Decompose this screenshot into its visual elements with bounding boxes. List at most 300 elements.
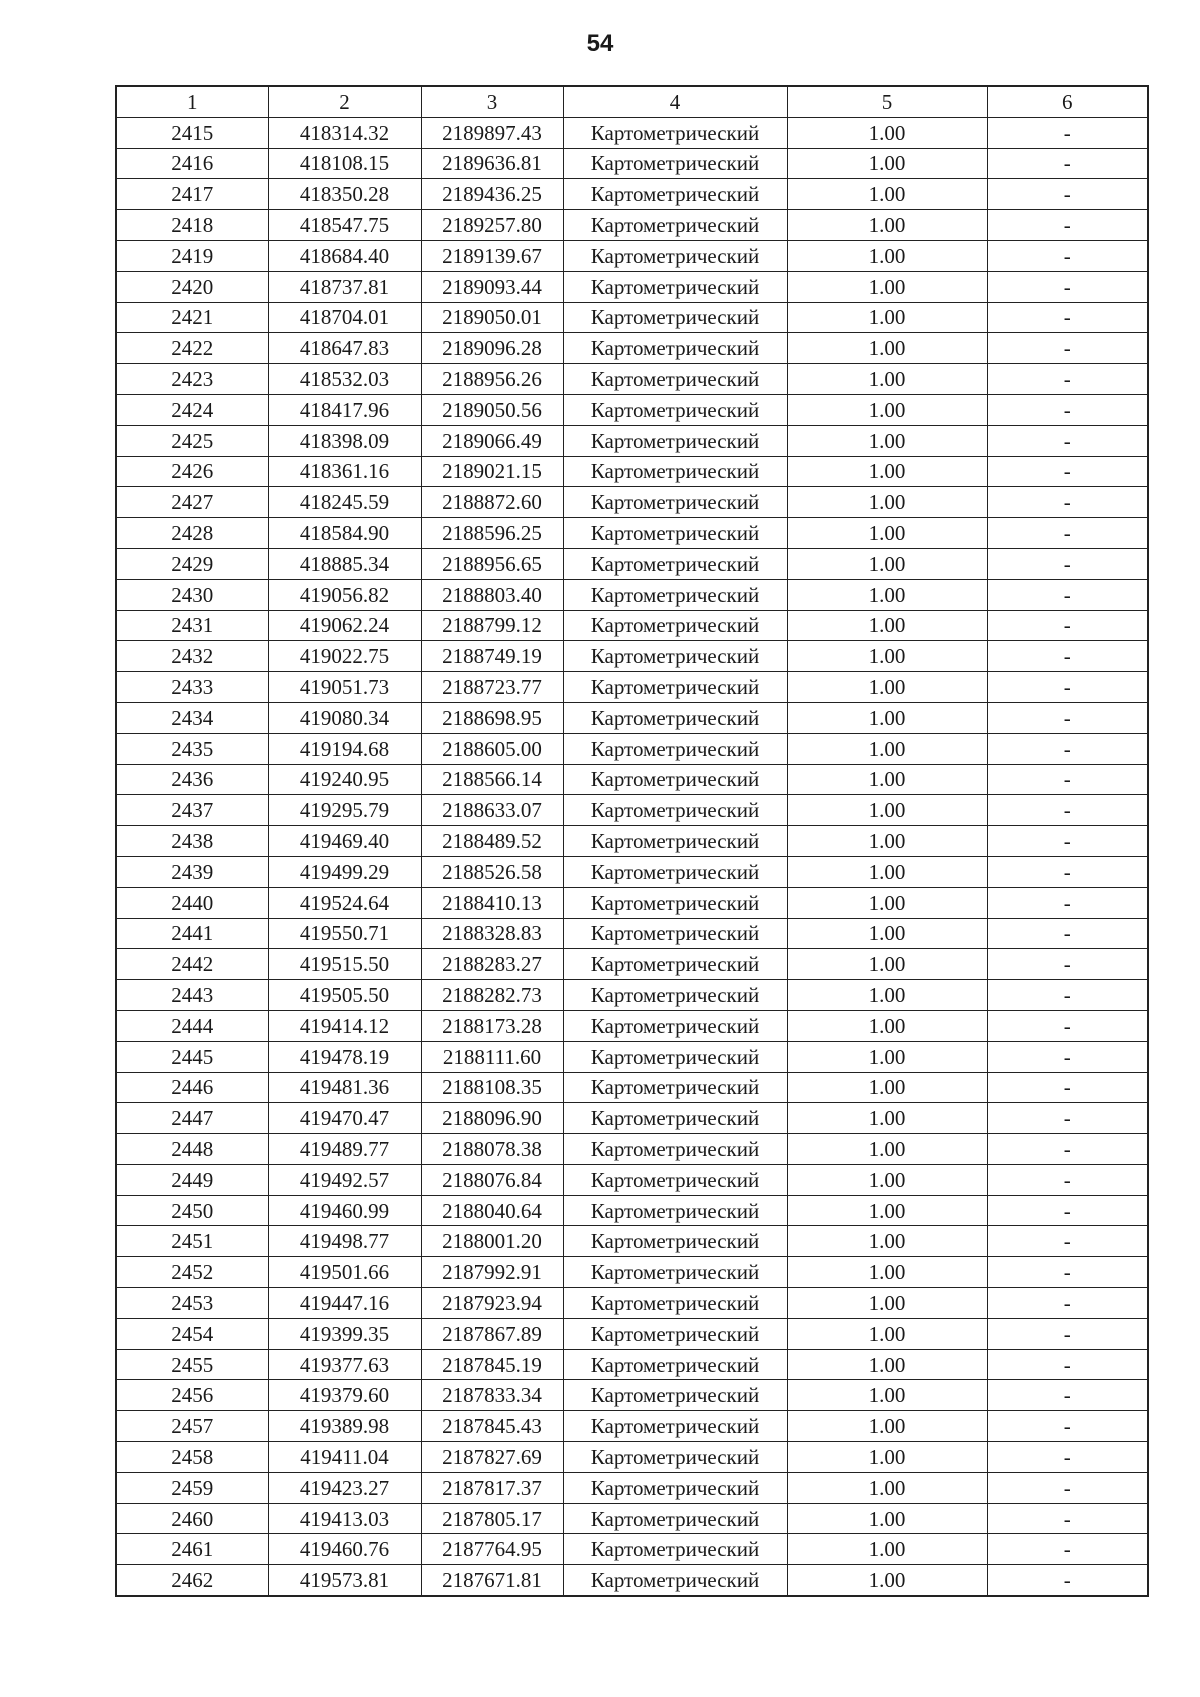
x-coordinate-cell: 418350.28 [268, 179, 421, 210]
note-cell: - [987, 333, 1148, 364]
header-col-6: 6 [987, 86, 1148, 117]
accuracy-cell: 1.00 [787, 1041, 987, 1072]
point-number-cell: 2418 [116, 210, 268, 241]
accuracy-cell: 1.00 [787, 1010, 987, 1041]
method-cell: Картометрический [563, 1411, 787, 1442]
accuracy-cell: 1.00 [787, 610, 987, 641]
table-row [116, 456, 1148, 487]
note-cell: - [987, 887, 1148, 918]
y-coordinate-cell: 2188872.60 [421, 487, 563, 518]
x-coordinate-cell: 419460.76 [268, 1534, 421, 1565]
table-row [116, 764, 1148, 795]
note-cell: - [987, 240, 1148, 271]
table-row [116, 1164, 1148, 1195]
table-row [116, 672, 1148, 703]
table-row [116, 518, 1148, 549]
note-cell: - [987, 487, 1148, 518]
method-cell: Картометрический [563, 795, 787, 826]
note-cell: - [987, 518, 1148, 549]
note-cell: - [987, 1041, 1148, 1072]
accuracy-cell: 1.00 [787, 826, 987, 857]
point-number-cell: 2452 [116, 1257, 268, 1288]
method-cell: Картометрический [563, 148, 787, 179]
y-coordinate-cell: 2189050.56 [421, 394, 563, 425]
x-coordinate-cell: 419481.36 [268, 1072, 421, 1103]
x-coordinate-cell: 419550.71 [268, 918, 421, 949]
table-row [116, 271, 1148, 302]
y-coordinate-cell: 2188282.73 [421, 980, 563, 1011]
y-coordinate-cell: 2188108.35 [421, 1072, 563, 1103]
point-number-cell: 2445 [116, 1041, 268, 1072]
table-row [116, 856, 1148, 887]
y-coordinate-cell: 2188605.00 [421, 733, 563, 764]
note-cell: - [987, 1565, 1148, 1596]
method-cell: Картометрический [563, 1534, 787, 1565]
note-cell: - [987, 271, 1148, 302]
accuracy-cell: 1.00 [787, 394, 987, 425]
point-number-cell: 2438 [116, 826, 268, 857]
table-row [116, 795, 1148, 826]
y-coordinate-cell: 2188489.52 [421, 826, 563, 857]
accuracy-cell: 1.00 [787, 1411, 987, 1442]
method-cell: Картометрический [563, 887, 787, 918]
accuracy-cell: 1.00 [787, 1349, 987, 1380]
note-cell: - [987, 210, 1148, 241]
accuracy-cell: 1.00 [787, 456, 987, 487]
y-coordinate-cell: 2187833.34 [421, 1380, 563, 1411]
note-cell: - [987, 1318, 1148, 1349]
x-coordinate-cell: 418532.03 [268, 364, 421, 395]
x-coordinate-cell: 419379.60 [268, 1380, 421, 1411]
table-row [116, 733, 1148, 764]
note-cell: - [987, 1164, 1148, 1195]
method-cell: Картометрический [563, 1257, 787, 1288]
accuracy-cell: 1.00 [787, 148, 987, 179]
y-coordinate-cell: 2188328.83 [421, 918, 563, 949]
x-coordinate-cell: 419022.75 [268, 641, 421, 672]
coordinates-table [115, 85, 1149, 1597]
point-number-cell: 2425 [116, 425, 268, 456]
x-coordinate-cell: 419056.82 [268, 579, 421, 610]
method-cell: Картометрический [563, 518, 787, 549]
method-cell: Картометрический [563, 364, 787, 395]
method-cell: Картометрический [563, 1349, 787, 1380]
x-coordinate-cell: 419492.57 [268, 1164, 421, 1195]
y-coordinate-cell: 2188040.64 [421, 1195, 563, 1226]
method-cell: Картометрический [563, 764, 787, 795]
point-number-cell: 2415 [116, 117, 268, 148]
method-cell: Картометрический [563, 394, 787, 425]
method-cell: Картометрический [563, 733, 787, 764]
note-cell: - [987, 610, 1148, 641]
accuracy-cell: 1.00 [787, 179, 987, 210]
accuracy-cell: 1.00 [787, 1318, 987, 1349]
note-cell: - [987, 641, 1148, 672]
note-cell: - [987, 949, 1148, 980]
method-cell: Картометрический [563, 702, 787, 733]
accuracy-cell: 1.00 [787, 364, 987, 395]
method-cell: Картометрический [563, 456, 787, 487]
accuracy-cell: 1.00 [787, 1534, 987, 1565]
point-number-cell: 2427 [116, 487, 268, 518]
y-coordinate-cell: 2188956.26 [421, 364, 563, 395]
table-row [116, 394, 1148, 425]
point-number-cell: 2456 [116, 1380, 268, 1411]
y-coordinate-cell: 2187764.95 [421, 1534, 563, 1565]
method-cell: Картометрический [563, 333, 787, 364]
point-number-cell: 2436 [116, 764, 268, 795]
x-coordinate-cell: 419498.77 [268, 1226, 421, 1257]
point-number-cell: 2444 [116, 1010, 268, 1041]
table-row [116, 826, 1148, 857]
table-row [116, 1257, 1148, 1288]
table-row [116, 1103, 1148, 1134]
note-cell: - [987, 1534, 1148, 1565]
x-coordinate-cell: 419460.99 [268, 1195, 421, 1226]
x-coordinate-cell: 418684.40 [268, 240, 421, 271]
method-cell: Картометрический [563, 1103, 787, 1134]
y-coordinate-cell: 2187827.69 [421, 1442, 563, 1473]
point-number-cell: 2453 [116, 1288, 268, 1319]
header-col-5: 5 [787, 86, 987, 117]
note-cell: - [987, 702, 1148, 733]
method-cell: Картометрический [563, 1226, 787, 1257]
table-row [116, 333, 1148, 364]
accuracy-cell: 1.00 [787, 333, 987, 364]
accuracy-cell: 1.00 [787, 271, 987, 302]
x-coordinate-cell: 419240.95 [268, 764, 421, 795]
x-coordinate-cell: 418885.34 [268, 548, 421, 579]
y-coordinate-cell: 2187845.19 [421, 1349, 563, 1380]
y-coordinate-cell: 2188096.90 [421, 1103, 563, 1134]
accuracy-cell: 1.00 [787, 487, 987, 518]
note-cell: - [987, 1472, 1148, 1503]
table-row [116, 148, 1148, 179]
method-cell: Картометрический [563, 425, 787, 456]
note-cell: - [987, 579, 1148, 610]
point-number-cell: 2419 [116, 240, 268, 271]
method-cell: Картометрический [563, 1164, 787, 1195]
method-cell: Картометрический [563, 856, 787, 887]
table-row [116, 1503, 1148, 1534]
accuracy-cell: 1.00 [787, 1195, 987, 1226]
method-cell: Картометрический [563, 949, 787, 980]
point-number-cell: 2422 [116, 333, 268, 364]
point-number-cell: 2441 [116, 918, 268, 949]
point-number-cell: 2447 [116, 1103, 268, 1134]
method-cell: Картометрический [563, 1041, 787, 1072]
point-number-cell: 2433 [116, 672, 268, 703]
accuracy-cell: 1.00 [787, 1072, 987, 1103]
x-coordinate-cell: 419389.98 [268, 1411, 421, 1442]
x-coordinate-cell: 418704.01 [268, 302, 421, 333]
y-coordinate-cell: 2188078.38 [421, 1134, 563, 1165]
accuracy-cell: 1.00 [787, 117, 987, 148]
x-coordinate-cell: 419573.81 [268, 1565, 421, 1596]
y-coordinate-cell: 2188526.58 [421, 856, 563, 887]
y-coordinate-cell: 2188956.65 [421, 548, 563, 579]
note-cell: - [987, 1380, 1148, 1411]
table-row [116, 949, 1148, 980]
note-cell: - [987, 1226, 1148, 1257]
table-row [116, 1318, 1148, 1349]
note-cell: - [987, 394, 1148, 425]
table-row [116, 887, 1148, 918]
method-cell: Картометрический [563, 1195, 787, 1226]
y-coordinate-cell: 2187845.43 [421, 1411, 563, 1442]
y-coordinate-cell: 2187805.17 [421, 1503, 563, 1534]
accuracy-cell: 1.00 [787, 764, 987, 795]
y-coordinate-cell: 2189897.43 [421, 117, 563, 148]
y-coordinate-cell: 2188698.95 [421, 702, 563, 733]
x-coordinate-cell: 418737.81 [268, 271, 421, 302]
x-coordinate-cell: 418417.96 [268, 394, 421, 425]
method-cell: Картометрический [563, 1442, 787, 1473]
note-cell: - [987, 733, 1148, 764]
accuracy-cell: 1.00 [787, 918, 987, 949]
method-cell: Картометрический [563, 179, 787, 210]
x-coordinate-cell: 419499.29 [268, 856, 421, 887]
table-row [116, 364, 1148, 395]
point-number-cell: 2437 [116, 795, 268, 826]
method-cell: Картометрический [563, 240, 787, 271]
table-row [116, 1565, 1148, 1596]
y-coordinate-cell: 2188076.84 [421, 1164, 563, 1195]
accuracy-cell: 1.00 [787, 1503, 987, 1534]
note-cell: - [987, 548, 1148, 579]
table-row [116, 425, 1148, 456]
accuracy-cell: 1.00 [787, 1164, 987, 1195]
accuracy-cell: 1.00 [787, 795, 987, 826]
table-row [116, 1041, 1148, 1072]
table-row [116, 1072, 1148, 1103]
point-number-cell: 2450 [116, 1195, 268, 1226]
table-row [116, 1134, 1148, 1165]
table-body [116, 117, 1148, 1596]
table-row [116, 641, 1148, 672]
x-coordinate-cell: 419515.50 [268, 949, 421, 980]
y-coordinate-cell: 2187817.37 [421, 1472, 563, 1503]
y-coordinate-cell: 2188803.40 [421, 579, 563, 610]
point-number-cell: 2428 [116, 518, 268, 549]
y-coordinate-cell: 2188596.25 [421, 518, 563, 549]
point-number-cell: 2416 [116, 148, 268, 179]
y-coordinate-cell: 2188001.20 [421, 1226, 563, 1257]
y-coordinate-cell: 2188566.14 [421, 764, 563, 795]
point-number-cell: 2426 [116, 456, 268, 487]
accuracy-cell: 1.00 [787, 949, 987, 980]
x-coordinate-cell: 418108.15 [268, 148, 421, 179]
accuracy-cell: 1.00 [787, 1565, 987, 1596]
method-cell: Картометрический [563, 548, 787, 579]
x-coordinate-cell: 419413.03 [268, 1503, 421, 1534]
note-cell: - [987, 117, 1148, 148]
method-cell: Картометрический [563, 579, 787, 610]
point-number-cell: 2429 [116, 548, 268, 579]
y-coordinate-cell: 2189139.67 [421, 240, 563, 271]
note-cell: - [987, 456, 1148, 487]
point-number-cell: 2423 [116, 364, 268, 395]
table-row [116, 240, 1148, 271]
header-col-4: 4 [563, 86, 787, 117]
table-row [116, 1226, 1148, 1257]
accuracy-cell: 1.00 [787, 579, 987, 610]
note-cell: - [987, 1411, 1148, 1442]
x-coordinate-cell: 419447.16 [268, 1288, 421, 1319]
x-coordinate-cell: 418584.90 [268, 518, 421, 549]
x-coordinate-cell: 418361.16 [268, 456, 421, 487]
note-cell: - [987, 672, 1148, 703]
y-coordinate-cell: 2189096.28 [421, 333, 563, 364]
point-number-cell: 2430 [116, 579, 268, 610]
table-row [116, 1442, 1148, 1473]
table-row [116, 702, 1148, 733]
note-cell: - [987, 1072, 1148, 1103]
x-coordinate-cell: 419377.63 [268, 1349, 421, 1380]
method-cell: Картометрический [563, 1288, 787, 1319]
table-row [116, 1380, 1148, 1411]
table-row [116, 1534, 1148, 1565]
header-col-3: 3 [421, 86, 563, 117]
table-row [116, 117, 1148, 148]
x-coordinate-cell: 419062.24 [268, 610, 421, 641]
point-number-cell: 2435 [116, 733, 268, 764]
accuracy-cell: 1.00 [787, 1257, 987, 1288]
accuracy-cell: 1.00 [787, 641, 987, 672]
point-number-cell: 2449 [116, 1164, 268, 1195]
accuracy-cell: 1.00 [787, 702, 987, 733]
accuracy-cell: 1.00 [787, 210, 987, 241]
method-cell: Картометрический [563, 826, 787, 857]
note-cell: - [987, 1103, 1148, 1134]
table-row [116, 980, 1148, 1011]
point-number-cell: 2462 [116, 1565, 268, 1596]
point-number-cell: 2460 [116, 1503, 268, 1534]
table-row [116, 487, 1148, 518]
y-coordinate-cell: 2189050.01 [421, 302, 563, 333]
method-cell: Картометрический [563, 487, 787, 518]
method-cell: Картометрический [563, 672, 787, 703]
method-cell: Картометрический [563, 271, 787, 302]
header-col-1: 1 [116, 86, 268, 117]
table-row [116, 548, 1148, 579]
accuracy-cell: 1.00 [787, 1103, 987, 1134]
accuracy-cell: 1.00 [787, 518, 987, 549]
point-number-cell: 2432 [116, 641, 268, 672]
accuracy-cell: 1.00 [787, 856, 987, 887]
method-cell: Картометрический [563, 641, 787, 672]
x-coordinate-cell: 419501.66 [268, 1257, 421, 1288]
header-col-2: 2 [268, 86, 421, 117]
y-coordinate-cell: 2189436.25 [421, 179, 563, 210]
point-number-cell: 2424 [116, 394, 268, 425]
method-cell: Картометрический [563, 1072, 787, 1103]
y-coordinate-cell: 2188723.77 [421, 672, 563, 703]
y-coordinate-cell: 2189636.81 [421, 148, 563, 179]
table-row [116, 610, 1148, 641]
note-cell: - [987, 795, 1148, 826]
method-cell: Картометрический [563, 1565, 787, 1596]
accuracy-cell: 1.00 [787, 1442, 987, 1473]
note-cell: - [987, 1010, 1148, 1041]
accuracy-cell: 1.00 [787, 425, 987, 456]
x-coordinate-cell: 418647.83 [268, 333, 421, 364]
accuracy-cell: 1.00 [787, 1472, 987, 1503]
note-cell: - [987, 364, 1148, 395]
y-coordinate-cell: 2188749.19 [421, 641, 563, 672]
y-coordinate-cell: 2188283.27 [421, 949, 563, 980]
method-cell: Картометрический [563, 1134, 787, 1165]
table-row [116, 1349, 1148, 1380]
method-cell: Картометрический [563, 302, 787, 333]
table-row [116, 179, 1148, 210]
accuracy-cell: 1.00 [787, 1380, 987, 1411]
x-coordinate-cell: 419470.47 [268, 1103, 421, 1134]
x-coordinate-cell: 419051.73 [268, 672, 421, 703]
x-coordinate-cell: 418314.32 [268, 117, 421, 148]
point-number-cell: 2443 [116, 980, 268, 1011]
accuracy-cell: 1.00 [787, 240, 987, 271]
x-coordinate-cell: 419478.19 [268, 1041, 421, 1072]
note-cell: - [987, 826, 1148, 857]
note-cell: - [987, 856, 1148, 887]
table-row [116, 1472, 1148, 1503]
x-coordinate-cell: 419080.34 [268, 702, 421, 733]
note-cell: - [987, 1195, 1148, 1226]
note-cell: - [987, 1503, 1148, 1534]
accuracy-cell: 1.00 [787, 1226, 987, 1257]
accuracy-cell: 1.00 [787, 302, 987, 333]
method-cell: Картометрический [563, 1318, 787, 1349]
y-coordinate-cell: 2189257.80 [421, 210, 563, 241]
page-number: 54 [586, 30, 614, 57]
point-number-cell: 2417 [116, 179, 268, 210]
point-number-cell: 2458 [116, 1442, 268, 1473]
y-coordinate-cell: 2188111.60 [421, 1041, 563, 1072]
x-coordinate-cell: 419295.79 [268, 795, 421, 826]
x-coordinate-cell: 418245.59 [268, 487, 421, 518]
x-coordinate-cell: 419399.35 [268, 1318, 421, 1349]
y-coordinate-cell: 2188633.07 [421, 795, 563, 826]
point-number-cell: 2459 [116, 1472, 268, 1503]
x-coordinate-cell: 419414.12 [268, 1010, 421, 1041]
point-number-cell: 2451 [116, 1226, 268, 1257]
y-coordinate-cell: 2188410.13 [421, 887, 563, 918]
method-cell: Картометрический [563, 1010, 787, 1041]
accuracy-cell: 1.00 [787, 1134, 987, 1165]
accuracy-cell: 1.00 [787, 672, 987, 703]
accuracy-cell: 1.00 [787, 1288, 987, 1319]
y-coordinate-cell: 2189066.49 [421, 425, 563, 456]
y-coordinate-cell: 2187867.89 [421, 1318, 563, 1349]
y-coordinate-cell: 2187671.81 [421, 1565, 563, 1596]
y-coordinate-cell: 2188173.28 [421, 1010, 563, 1041]
note-cell: - [987, 425, 1148, 456]
table-row [116, 302, 1148, 333]
x-coordinate-cell: 419524.64 [268, 887, 421, 918]
note-cell: - [987, 764, 1148, 795]
note-cell: - [987, 302, 1148, 333]
point-number-cell: 2448 [116, 1134, 268, 1165]
note-cell: - [987, 1134, 1148, 1165]
point-number-cell: 2454 [116, 1318, 268, 1349]
point-number-cell: 2434 [116, 702, 268, 733]
y-coordinate-cell: 2188799.12 [421, 610, 563, 641]
note-cell: - [987, 1349, 1148, 1380]
method-cell: Картометрический [563, 980, 787, 1011]
method-cell: Картометрический [563, 610, 787, 641]
method-cell: Картометрический [563, 117, 787, 148]
